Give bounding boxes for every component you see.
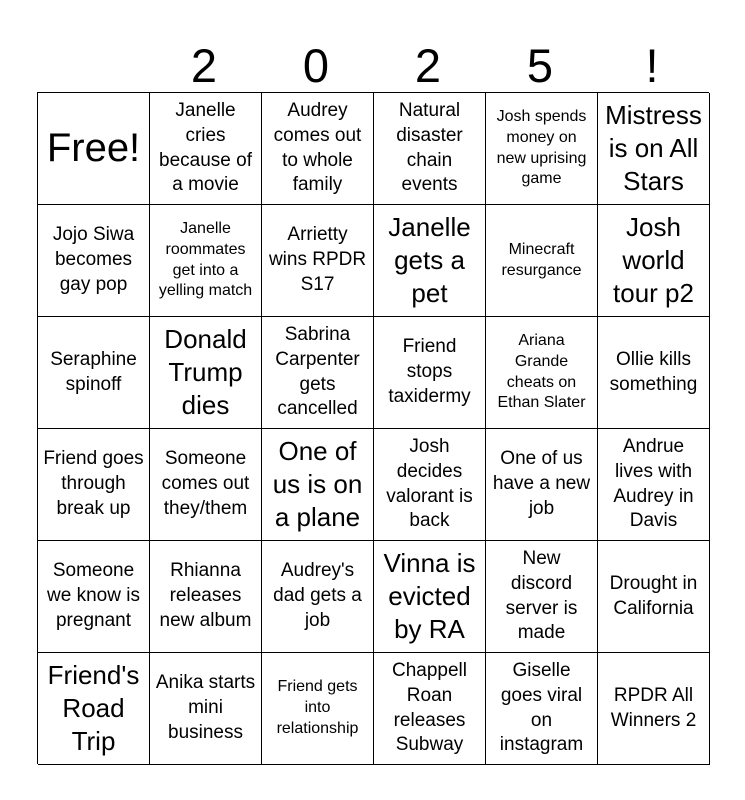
bingo-cell[interactable]: Arrietty wins RPDR S17 (262, 205, 374, 317)
bingo-cell[interactable]: Chappell Roan releases Subway (374, 653, 486, 765)
bingo-cell[interactable]: One of us is on a plane (262, 429, 374, 541)
bingo-board (37, 92, 709, 764)
bingo-cell[interactable]: One of us have a new job (486, 429, 598, 541)
bingo-cell[interactable]: Minecraft resurgance (486, 205, 598, 317)
bingo-cell[interactable]: Friend goes through break up (38, 429, 150, 541)
bingo-cell[interactable]: Audrey comes out to whole family (262, 93, 374, 205)
bingo-cell[interactable]: Andrue lives with Audrey in Davis (598, 429, 710, 541)
title-char-4: ! (645, 38, 659, 92)
bingo-cell[interactable]: Josh decides valorant is back (374, 429, 486, 541)
bingo-cell[interactable]: Free! (38, 93, 150, 205)
bingo-cell[interactable]: Janelle roommates get into a yelling match (150, 205, 262, 317)
bingo-cell[interactable]: Jojo Siwa becomes gay pop (38, 205, 150, 317)
title-char-3: 5 (526, 38, 554, 92)
title-char-1: 0 (302, 38, 330, 92)
bingo-cell[interactable]: Seraphine spinoff (38, 317, 150, 429)
bingo-cell[interactable]: Someone we know is pregnant (38, 541, 150, 653)
bingo-cell[interactable]: Friend's Road Trip (38, 653, 150, 765)
bingo-cell[interactable]: Josh spends money on new uprising game (486, 93, 598, 205)
bingo-cell[interactable]: Donald Trump dies (150, 317, 262, 429)
bingo-cell[interactable]: Mistress is on All Stars (598, 93, 710, 205)
bingo-cell[interactable]: Giselle goes viral on instagram (486, 653, 598, 765)
bingo-cell[interactable]: Friend gets into relationship (262, 653, 374, 765)
bingo-cell[interactable]: Vinna is evicted by RA (374, 541, 486, 653)
bingo-cell[interactable]: Audrey's dad gets a job (262, 541, 374, 653)
bingo-cell[interactable]: New discord server is made (486, 541, 598, 653)
bingo-cell[interactable]: Ariana Grande cheats on Ethan Slater (486, 317, 598, 429)
title-char-0: 2 (190, 38, 218, 92)
bingo-cell[interactable]: Janelle cries because of a movie (150, 93, 262, 205)
bingo-title (148, 38, 708, 92)
bingo-cell[interactable]: Josh world tour p2 (598, 205, 710, 317)
bingo-cell[interactable]: Sabrina Carpenter gets cancelled (262, 317, 374, 429)
bingo-cell[interactable]: RPDR All Winners 2 (598, 653, 710, 765)
bingo-cell[interactable]: Anika starts mini business (150, 653, 262, 765)
bingo-cell[interactable]: Natural disaster chain events (374, 93, 486, 205)
bingo-cell[interactable]: Someone comes out they/them (150, 429, 262, 541)
bingo-cell[interactable]: Rhianna releases new album (150, 541, 262, 653)
bingo-cell[interactable]: Friend stops taxidermy (374, 317, 486, 429)
title-char-2: 2 (414, 38, 442, 92)
bingo-cell[interactable]: Ollie kills something (598, 317, 710, 429)
bingo-cell[interactable]: Drought in California (598, 541, 710, 653)
bingo-cell[interactable]: Janelle gets a pet (374, 205, 486, 317)
